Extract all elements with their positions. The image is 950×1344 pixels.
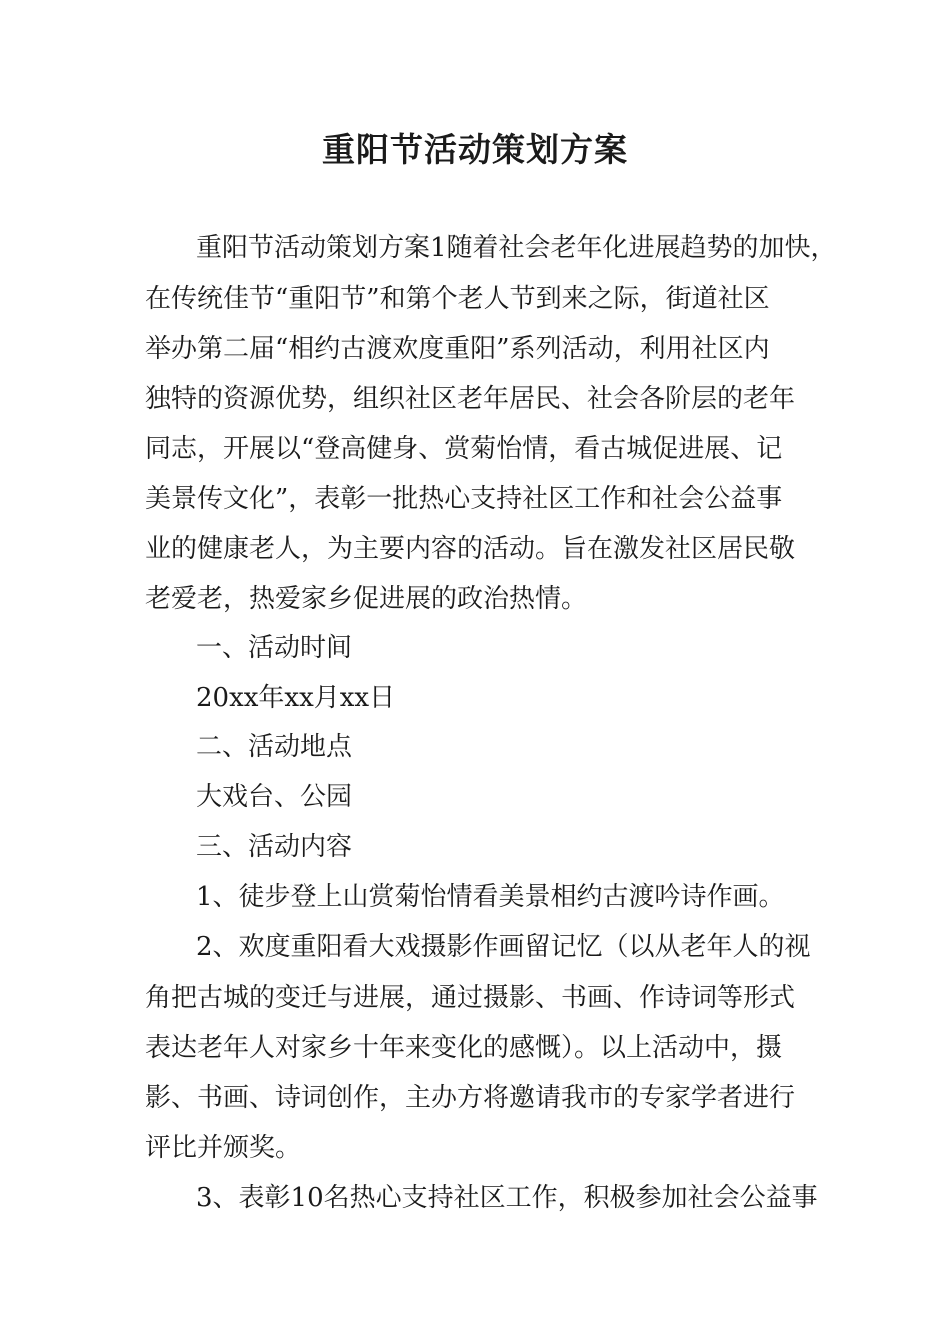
paragraph-line: 影、书画、诗词创作，主办方将邀请我市的专家学者进行 — [145, 1083, 796, 1113]
list-item-2: 2、欢度重阳看大戏摄影作画留记忆（以从老年人的视 — [196, 932, 811, 962]
paragraph-line: 在传统佳节“重阳节”和第个老人节到来之际，街道社区 — [145, 284, 770, 314]
list-item-3: 3、表彰10名热心支持社区工作，积极参加社会公益事 — [196, 1183, 818, 1213]
paragraph-line: 表达老年人对家乡十年来变化的感慨）。以上活动中，摄 — [145, 1033, 783, 1063]
paragraph-line: 评比并颁奖。 — [145, 1133, 302, 1163]
paragraph-line: 独特的资源优势，组织社区老年居民、社会各阶层的老年 — [145, 384, 796, 414]
event-location: 大戏台、公园 — [196, 782, 353, 812]
paragraph-line: 美景传文化”，表彰一批热心支持社区工作和社会公益事 — [145, 484, 783, 514]
paragraph-line: 同志，开展以“登高健身、赏菊怡情，看古城促进展、记 — [145, 434, 783, 464]
paragraph-line: 老爱老，热爱家乡促进展的政治热情。 — [145, 584, 588, 614]
paragraph-line: 举办第二届“相约古渡欢度重阳”系列活动，利用社区内 — [145, 334, 770, 364]
section-heading-time: 一、活动时间 — [196, 633, 353, 663]
paragraph-line: 角把古城的变迁与进展，通过摄影、书画、作诗词等形式 — [145, 983, 796, 1013]
list-item-1: 1、徒步登上山赏菊怡情看美景相约古渡吟诗作画。 — [196, 882, 785, 912]
section-heading-location: 二、活动地点 — [196, 732, 353, 762]
document-title: 重阳节活动策划方案 — [322, 130, 628, 169]
event-date: 20xx年xx月xx日 — [196, 683, 396, 713]
paragraph-line: 重阳节活动策划方案1随着社会老年化进展趋势的加快， — [196, 233, 837, 263]
section-heading-content: 三、活动内容 — [196, 832, 353, 862]
paragraph-line: 业的健康老人，为主要内容的活动。旨在激发社区居民敬 — [145, 534, 796, 564]
